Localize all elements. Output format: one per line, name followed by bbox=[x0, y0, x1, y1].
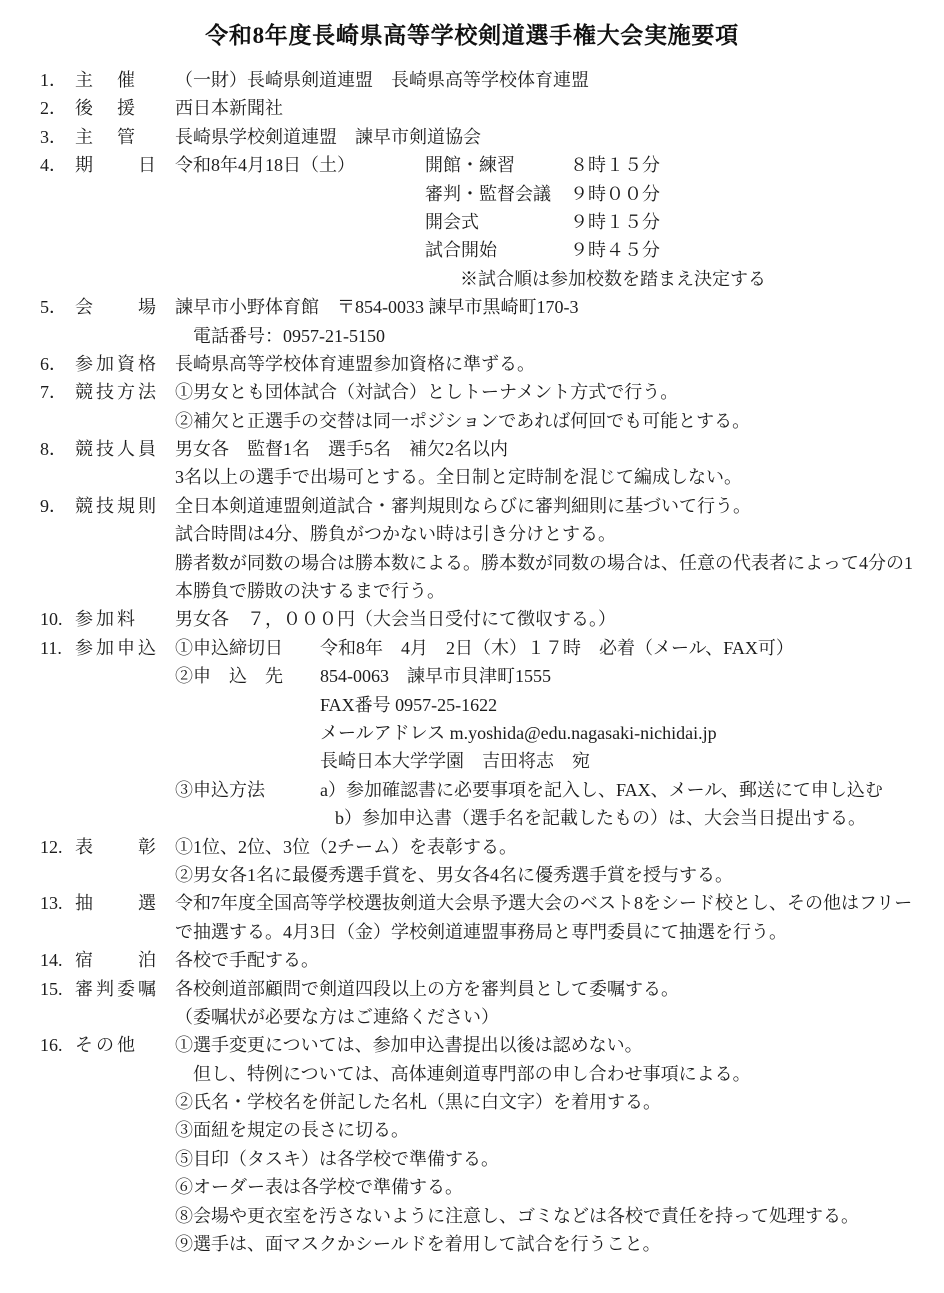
line-text: 電話番号：0957-21-5150 bbox=[175, 325, 385, 346]
document-line bbox=[0, 1116, 944, 1144]
line-text: ９時００分 bbox=[570, 183, 660, 204]
item-label: 競技人員 bbox=[75, 439, 159, 460]
document-line bbox=[0, 549, 944, 577]
line-text: 長崎県学校剣道連盟 諫早市剣道協会 bbox=[175, 126, 481, 147]
document-line bbox=[0, 123, 944, 151]
line-text: 本勝負で勝敗の決するまで行う。 bbox=[175, 581, 445, 602]
item-label: 競技方法 bbox=[75, 382, 159, 403]
document-line bbox=[0, 861, 944, 889]
item-number: 4． bbox=[40, 155, 67, 176]
line-text: ①申込締切日 bbox=[175, 637, 283, 658]
document-line bbox=[0, 322, 944, 350]
line-text: 令和7年度全国高等学校選抜剣道大会県予選大会のベスト8をシード校とし、その他はフリー bbox=[175, 893, 913, 914]
document-line bbox=[0, 492, 944, 520]
document-line bbox=[0, 463, 944, 491]
document-line bbox=[0, 975, 944, 1003]
document-line bbox=[0, 719, 944, 747]
line-text: 男女各 ７，０００円（大会当日受付にて徴収する。） bbox=[175, 609, 616, 630]
line-text: 試合時間は4分、勝負がつかない時は引き分けとする。 bbox=[175, 524, 616, 545]
line-text: 開館・練習 bbox=[425, 155, 515, 176]
line-text: 3名以上の選手で出場可とする。全日制と定時制を混じて編成しない。 bbox=[175, 467, 742, 488]
item-label: 参加料 bbox=[75, 609, 138, 630]
document-line bbox=[0, 407, 944, 435]
line-text: 勝者数が同数の場合は勝本数による。勝本数が同数の場合は、任意の代表者によって4分の1 bbox=[175, 552, 913, 573]
item-number: 9． bbox=[40, 495, 67, 516]
document-line bbox=[0, 236, 944, 264]
document-line bbox=[0, 889, 944, 917]
line-text: 開会式 bbox=[425, 211, 479, 232]
document-line bbox=[0, 1031, 944, 1059]
line-text: a）参加確認書に必要事項を記入し、FAX、メール、郵送にて申し込む bbox=[320, 779, 883, 800]
item-number: 12. bbox=[40, 836, 63, 857]
item-number: 5． bbox=[40, 297, 67, 318]
document-line bbox=[0, 577, 944, 605]
document-line bbox=[0, 350, 944, 378]
item-number: 1． bbox=[40, 70, 67, 90]
line-text: 854-0063 諫早市貝津町1555 bbox=[320, 666, 551, 687]
document-line bbox=[0, 1003, 944, 1031]
document-line bbox=[0, 804, 944, 832]
item-number: 3． bbox=[40, 126, 67, 147]
line-text: 但し、特例については、高体連剣道専門部の申し合わせ事項による。 bbox=[175, 1063, 751, 1084]
item-number: 11. bbox=[40, 637, 62, 658]
item-number: 10. bbox=[40, 609, 63, 630]
line-text: ③面紐を規定の長さに切る。 bbox=[175, 1120, 409, 1141]
line-text: ②補欠と正選手の交替は同一ポジションであれば何回でも可能とする。 bbox=[175, 410, 751, 431]
line-text: （一財）長崎県剣道連盟 長崎県高等学校体育連盟 bbox=[175, 70, 589, 90]
item-label: 参加資格 bbox=[75, 353, 159, 374]
document-line bbox=[0, 208, 944, 236]
line-text: メールアドレス m.yoshida@edu.nagasaki-nichidai.jp bbox=[320, 722, 717, 743]
item-label: その他 bbox=[75, 1035, 138, 1056]
document-line bbox=[0, 747, 944, 775]
document-line bbox=[0, 776, 944, 804]
line-text: ９時４５分 bbox=[570, 240, 660, 261]
line-text: 諫早市小野体育館 〒854-0033 諫早市黒崎町170-3 bbox=[175, 297, 579, 318]
item-label: 参加申込 bbox=[75, 637, 159, 658]
line-text: ③申込方法 bbox=[175, 779, 265, 800]
item-number: 6． bbox=[40, 353, 67, 374]
line-text: 各校で手配する。 bbox=[175, 950, 319, 971]
document-line bbox=[0, 378, 944, 406]
line-text: ⑧会場や更衣室を汚さないように注意し、ゴミなどは各校で責任を持って処理する。 bbox=[175, 1205, 859, 1226]
item-label: 審判委嘱 bbox=[75, 978, 159, 999]
document-body bbox=[0, 66, 944, 1258]
line-text: ①選手変更については、参加申込書提出以後は認めない。 bbox=[175, 1035, 643, 1056]
document-line bbox=[0, 293, 944, 321]
line-text: で抽選する。4月3日（金）学校剣道連盟事務局と専門委員にて抽選を行う。 bbox=[175, 921, 787, 942]
item-number: 2． bbox=[40, 98, 67, 119]
line-text: 西日本新聞社 bbox=[175, 98, 283, 119]
line-text: 令和8年 4月 2日（木）１７時 必着（メール、FAX可） bbox=[320, 637, 794, 658]
line-text: 男女各 監督1名 選手5名 補欠2名以内 bbox=[175, 439, 508, 460]
item-number: 15. bbox=[40, 978, 63, 999]
document-line bbox=[0, 833, 944, 861]
document-line bbox=[0, 1173, 944, 1201]
line-text: 全日本剣道連盟剣道試合・審判規則ならびに審判細則に基づいて行う。 bbox=[175, 495, 751, 516]
line-text: 長崎県高等学校体育連盟参加資格に準ずる。 bbox=[175, 353, 535, 374]
item-label: 会 場 bbox=[75, 297, 159, 318]
line-text: FAX番号 0957-25-1622 bbox=[320, 694, 498, 715]
line-text: 試合開始 bbox=[425, 240, 497, 261]
document-line bbox=[0, 605, 944, 633]
item-number: 7． bbox=[40, 382, 67, 403]
document-line bbox=[0, 151, 944, 179]
item-label: 宿 泊 bbox=[75, 950, 159, 971]
line-text: ②氏名・学校名を併記した名札（黒に白文字）を着用する。 bbox=[175, 1092, 661, 1113]
line-text: 審判・監督会議 bbox=[425, 183, 551, 204]
item-label: 主 管 bbox=[75, 126, 138, 147]
item-number: 13. bbox=[40, 893, 63, 914]
line-text: ①1位、2位、3位（2チーム）を表彰する。 bbox=[175, 836, 517, 857]
document-line bbox=[0, 520, 944, 548]
document-line bbox=[0, 1060, 944, 1088]
document-line bbox=[0, 66, 944, 94]
item-number: 8． bbox=[40, 439, 67, 460]
line-text: ⑤目印（タスキ）は各学校で準備する。 bbox=[175, 1148, 499, 1169]
document-line bbox=[0, 180, 944, 208]
line-text: ①男女とも団体試合（対試合）としトーナメント方式で行う。 bbox=[175, 382, 679, 403]
line-text: （委嘱状が必要な方はご連絡ください） bbox=[175, 1006, 499, 1027]
item-number: 14. bbox=[40, 950, 63, 971]
document-line bbox=[0, 691, 944, 719]
document-title: 令和8年度長崎県高等学校剣道選手権大会実施要項 bbox=[205, 23, 739, 48]
line-text: 長崎日本大学学園 吉田将志 宛 bbox=[320, 751, 590, 772]
document-line bbox=[0, 1230, 944, 1258]
line-text: ⑨選手は、面マスクかシールドを着用して試合を行うこと。 bbox=[175, 1234, 661, 1255]
document-line bbox=[0, 435, 944, 463]
line-text: b）参加申込書（選手名を記載したもの）は、大会当日提出する。 bbox=[335, 808, 866, 829]
document-line bbox=[0, 918, 944, 946]
line-text: 令和8年4月18日（土） bbox=[175, 155, 355, 176]
document-line bbox=[0, 1088, 944, 1116]
item-label: 抽 選 bbox=[75, 893, 159, 914]
item-label: 後 援 bbox=[75, 98, 138, 119]
document-line bbox=[0, 1202, 944, 1230]
item-label: 期 日 bbox=[75, 155, 159, 176]
item-label: 表 彰 bbox=[75, 836, 159, 857]
line-text: ⑥オーダー表は各学校で準備する。 bbox=[175, 1177, 463, 1198]
line-text: ８時１５分 bbox=[570, 155, 660, 176]
document-line bbox=[0, 265, 944, 293]
line-text: 各校剣道部顧問で剣道四段以上の方を審判員として委嘱する。 bbox=[175, 978, 679, 999]
item-label: 競技規則 bbox=[75, 495, 159, 516]
document-line bbox=[0, 634, 944, 662]
document-line bbox=[0, 946, 944, 974]
item-label: 主 催 bbox=[75, 70, 138, 90]
line-text: ９時１５分 bbox=[570, 211, 660, 232]
line-text: ②申 込 先 bbox=[175, 666, 283, 687]
item-number: 16. bbox=[40, 1035, 63, 1056]
document-line bbox=[0, 662, 944, 690]
document-line bbox=[0, 94, 944, 122]
line-text: ※試合順は参加校数を踏まえ決定する bbox=[460, 268, 766, 289]
line-text: ②男女各1名に最優秀選手賞を、男女各4名に優秀選手賞を授与する。 bbox=[175, 864, 733, 885]
document-line bbox=[0, 1145, 944, 1173]
